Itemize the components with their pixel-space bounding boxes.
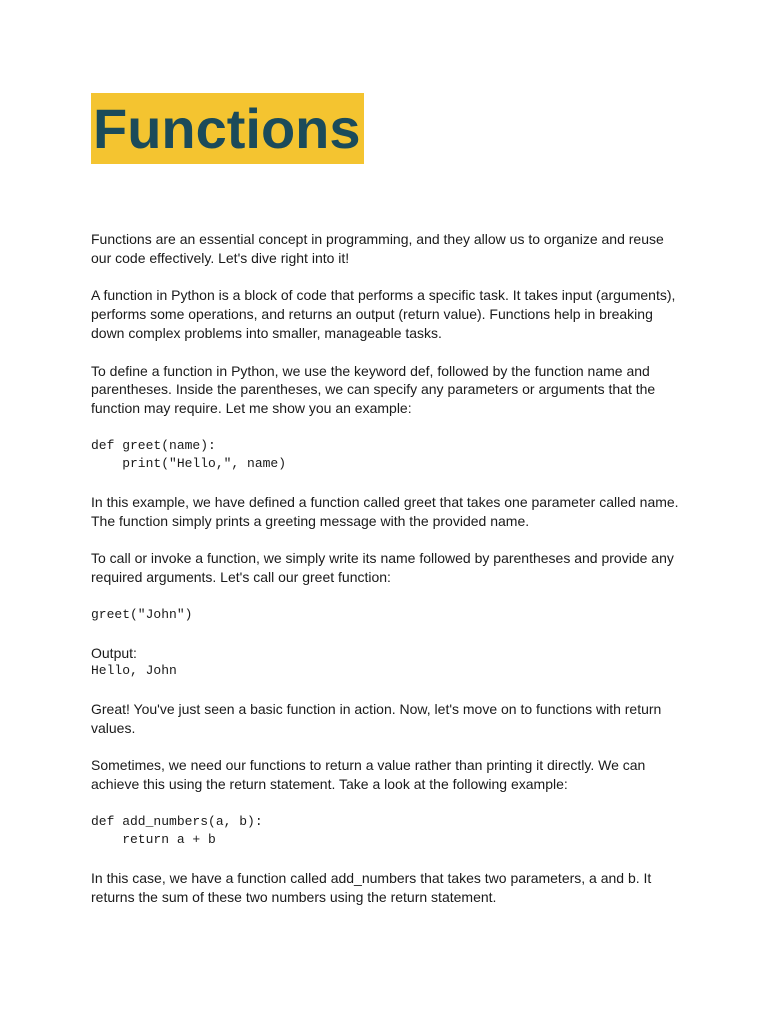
output-block [91, 644, 681, 681]
code-block-greet-def: def greet(name): print("Hello,", name) [91, 437, 287, 472]
output-label: Output: [91, 644, 137, 661]
paragraph-intro: Functions are an essential concept in programming, and they allow us to organize and reuse our code effectively. Let's dive right into it! [91, 231, 664, 266]
code-block-greet-call: greet("John") [91, 606, 193, 622]
code-block-add-numbers: def add_numbers(a, b): return a + b [91, 813, 263, 848]
paragraph-return-intro: Sometimes, we need our functions to return a value rather than printing it directly. We can achieve this using the return statement. Take a look at the following example: [91, 757, 646, 793]
paragraph-great: Great! You've just seen a basic function in action. Now, let's move on to functions with return values. [91, 700, 662, 736]
page-title: Functions [93, 97, 361, 160]
paragraph-greet-explanation: In this example, we have defined a function called greet that takes one parameter called name. The function simply prints a greeting message with the provided name. [91, 494, 679, 529]
document-body [91, 230, 681, 926]
paragraph-define-function: To define a function in Python, we use the keyword def, followed by the function name and parentheses. Inside the parentheses, we can specify any parameters or arguments that the function may require. Let me show you an example: [91, 362, 656, 416]
paragraph-call-function: To call or invoke a function, we simply write its name followed by parentheses and provide any required arguments. Let's call our greet function: [91, 550, 674, 586]
output-value: Hello, John [91, 663, 177, 679]
title-highlight [91, 93, 364, 164]
paragraph-definition: A function in Python is a block of code that performs a specific task. It takes input (arguments), performs some operations, and returns an output (return value). Functions help in breaking down complex problems into smaller, manageable tasks. [91, 287, 676, 341]
paragraph-add-numbers-explanation: In this case, we have a function called add_numbers that takes two parameters, a and b. It returns the sum of these two numbers using the return statement. [91, 870, 652, 905]
